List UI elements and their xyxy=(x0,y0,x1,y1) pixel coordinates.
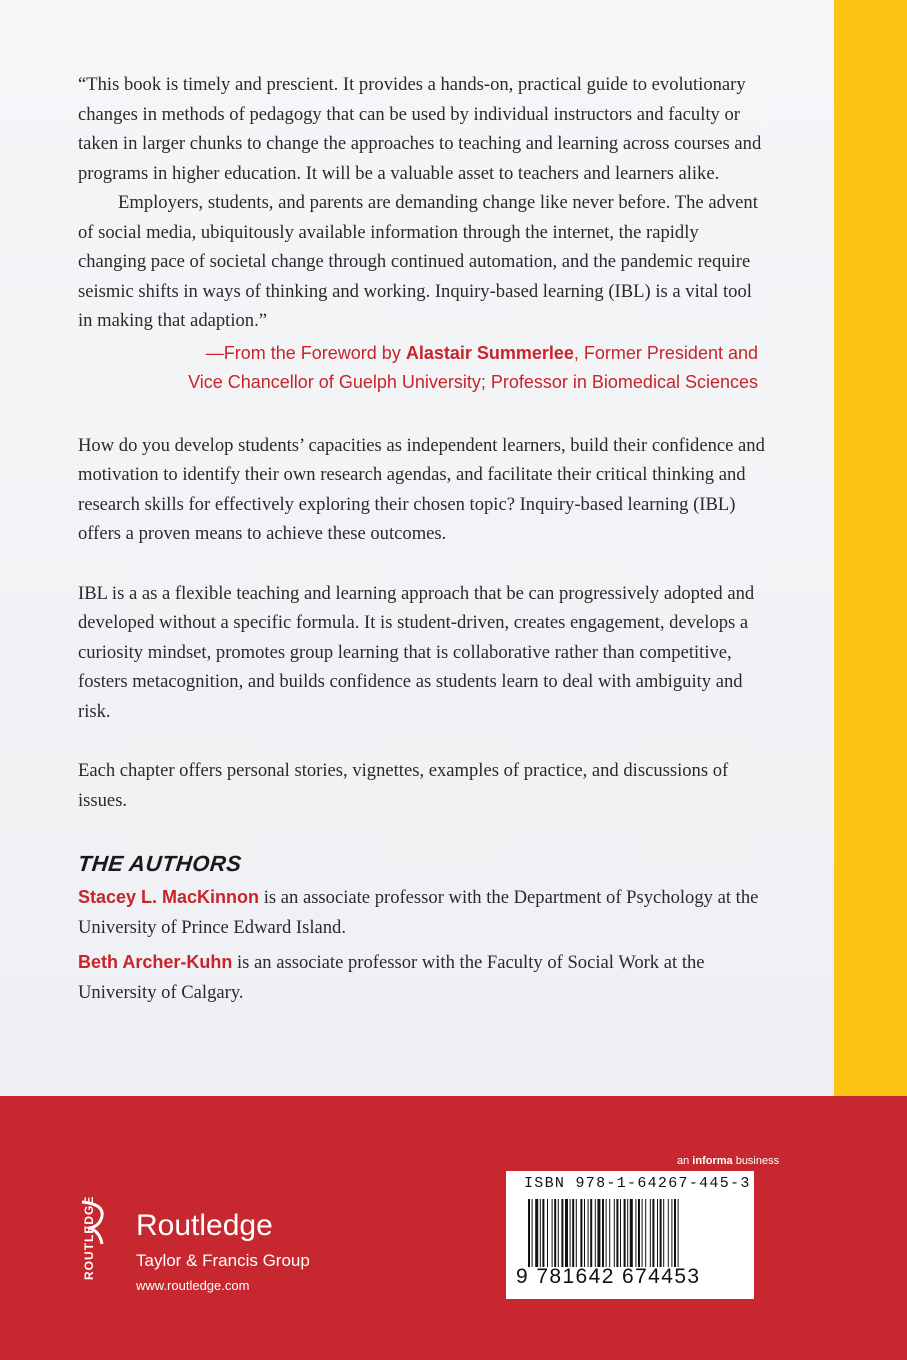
barcode-bar xyxy=(652,1199,654,1267)
authors-heading: THE AUTHORS xyxy=(76,851,243,876)
barcode-bar xyxy=(580,1199,582,1267)
barcode-bar xyxy=(606,1199,607,1267)
barcode-bar xyxy=(645,1199,646,1267)
barcode-bars xyxy=(528,1199,734,1267)
foreword-quote xyxy=(78,70,768,397)
informa-suffix: business xyxy=(732,1155,780,1167)
publisher-url: www.routledge.com xyxy=(136,1278,250,1293)
attribution-prefix: —From the Foreword by xyxy=(205,342,406,363)
barcode-bar xyxy=(590,1199,592,1267)
barcode-bar xyxy=(528,1199,530,1267)
barcode-bar xyxy=(671,1199,672,1267)
routledge-vertical-text: ROUTLEDGE xyxy=(82,1195,96,1280)
informa-tagline xyxy=(677,1155,779,1167)
barcode-bar xyxy=(620,1199,621,1267)
barcode-bar xyxy=(570,1199,571,1267)
barcode-bar xyxy=(565,1199,568,1267)
barcode-bar xyxy=(535,1199,538,1267)
author-name-2: Beth Archer-Kuhn xyxy=(78,952,233,972)
yellow-side-stripe xyxy=(834,0,907,1096)
barcode-bar xyxy=(624,1199,626,1267)
informa-prefix: an xyxy=(677,1155,693,1167)
barcode-bar xyxy=(547,1199,548,1267)
informa-bold: informa xyxy=(692,1155,733,1167)
barcode-bar xyxy=(642,1199,643,1267)
barcode-bar xyxy=(561,1199,563,1267)
barcode-bar xyxy=(630,1199,633,1267)
barcode-bar xyxy=(588,1199,589,1267)
author-bio-1 xyxy=(78,883,768,942)
isbn-barcode xyxy=(506,1171,754,1299)
isbn-label: ISBN 978-1-64267-445-3 xyxy=(524,1175,751,1192)
barcode-bar xyxy=(650,1199,651,1267)
barcode-bar xyxy=(540,1199,541,1267)
description-paragraph-3: Each chapter offers personal stories, vignettes, examples of practice, and discussions of issues. xyxy=(78,760,729,811)
barcode-bar xyxy=(660,1199,662,1267)
barcode-bar xyxy=(532,1199,533,1267)
attribution-line-2: Vice Chancellor of Guelph University; Professor in Biomedical Sciences xyxy=(188,371,758,392)
routledge-wordmark xyxy=(136,1210,310,1294)
publisher-group: Taylor & Francis Group xyxy=(136,1251,310,1270)
barcode-bar xyxy=(558,1199,559,1267)
barcode-bar xyxy=(554,1199,556,1267)
foreword-attribution xyxy=(78,339,768,397)
attribution-suffix: , Former President and xyxy=(573,342,758,363)
barcode-bar xyxy=(635,1199,636,1267)
barcode-bar xyxy=(614,1199,615,1267)
barcode-bar xyxy=(678,1199,679,1267)
barcode-bar xyxy=(595,1199,596,1267)
isbn-digits: 9 781642 674453 xyxy=(516,1265,701,1288)
foreword-paragraph-2: Employers, students, and parents are demanding change like never before. The advent of social media, ubiquitously available information through the internet, the rapidly changing pace of societal change through continued automation, and the pandemic require seismic shifts in ways of thinking and working. Inquiry-based learning (IBL) is a vital tool in making that adaption.” xyxy=(78,192,758,331)
publisher-name: Routledge xyxy=(136,1209,273,1242)
barcode-bar xyxy=(597,1199,600,1267)
barcode-bar xyxy=(584,1199,585,1267)
back-cover-text xyxy=(78,70,768,1013)
description-paragraph-1: How do you develop students’ capacities as independent learners, build their confidence and motivation to identify their own research agendas, and facilitate their critical thinking and research skills for effectively exploring their chosen topic? Inquiry-based learning (IBL) offers a proven means to achieve these outcomes. xyxy=(78,434,765,544)
description-paragraph-2: IBL is a as a flexible teaching and learning approach that be can progressively adopted and developed without a specific formula. It is student-driven, creates engagement, develops a curiosity mindset, promotes group learning that is collaborative rather than competitive, fosters metacognition, and builds confidence as students learn to deal with ambiguity and risk. xyxy=(78,582,755,722)
barcode-bar xyxy=(572,1199,574,1267)
barcode-bar xyxy=(609,1199,610,1267)
barcode-bar xyxy=(674,1199,676,1267)
barcode-bar xyxy=(668,1199,669,1267)
barcode-bar xyxy=(552,1199,553,1267)
barcode-bar xyxy=(616,1199,618,1267)
barcode-bar xyxy=(663,1199,664,1267)
barcode-bar xyxy=(576,1199,577,1267)
barcode-bar xyxy=(638,1199,640,1267)
author-bio-2 xyxy=(78,948,768,1007)
barcode-bar xyxy=(627,1199,628,1267)
author-name-1: Stacey L. MacKinnon xyxy=(78,887,260,907)
attribution-name: Alastair Summerlee xyxy=(405,342,574,363)
author-bio-text-1: is an associate professor with the Department of Psychology at the University of Prince Edward Island. xyxy=(78,887,759,938)
barcode-bar xyxy=(602,1199,604,1267)
barcode-bar xyxy=(542,1199,544,1267)
foreword-paragraph-1: “This book is timely and prescient. It provides a hands-on, practical guide to evolutionary changes in methods of pedagogy that can be used by individual instructors and faculty or taken in larger chunks to change the approaches to teaching and learning across courses and programs in higher education. It will be a valuable asset to teachers and learners alike. xyxy=(78,74,762,184)
author-bio-text-2: is an associate professor with the Faculty of Social Work at the University of Calgary. xyxy=(78,952,705,1003)
barcode-bar xyxy=(657,1199,658,1267)
